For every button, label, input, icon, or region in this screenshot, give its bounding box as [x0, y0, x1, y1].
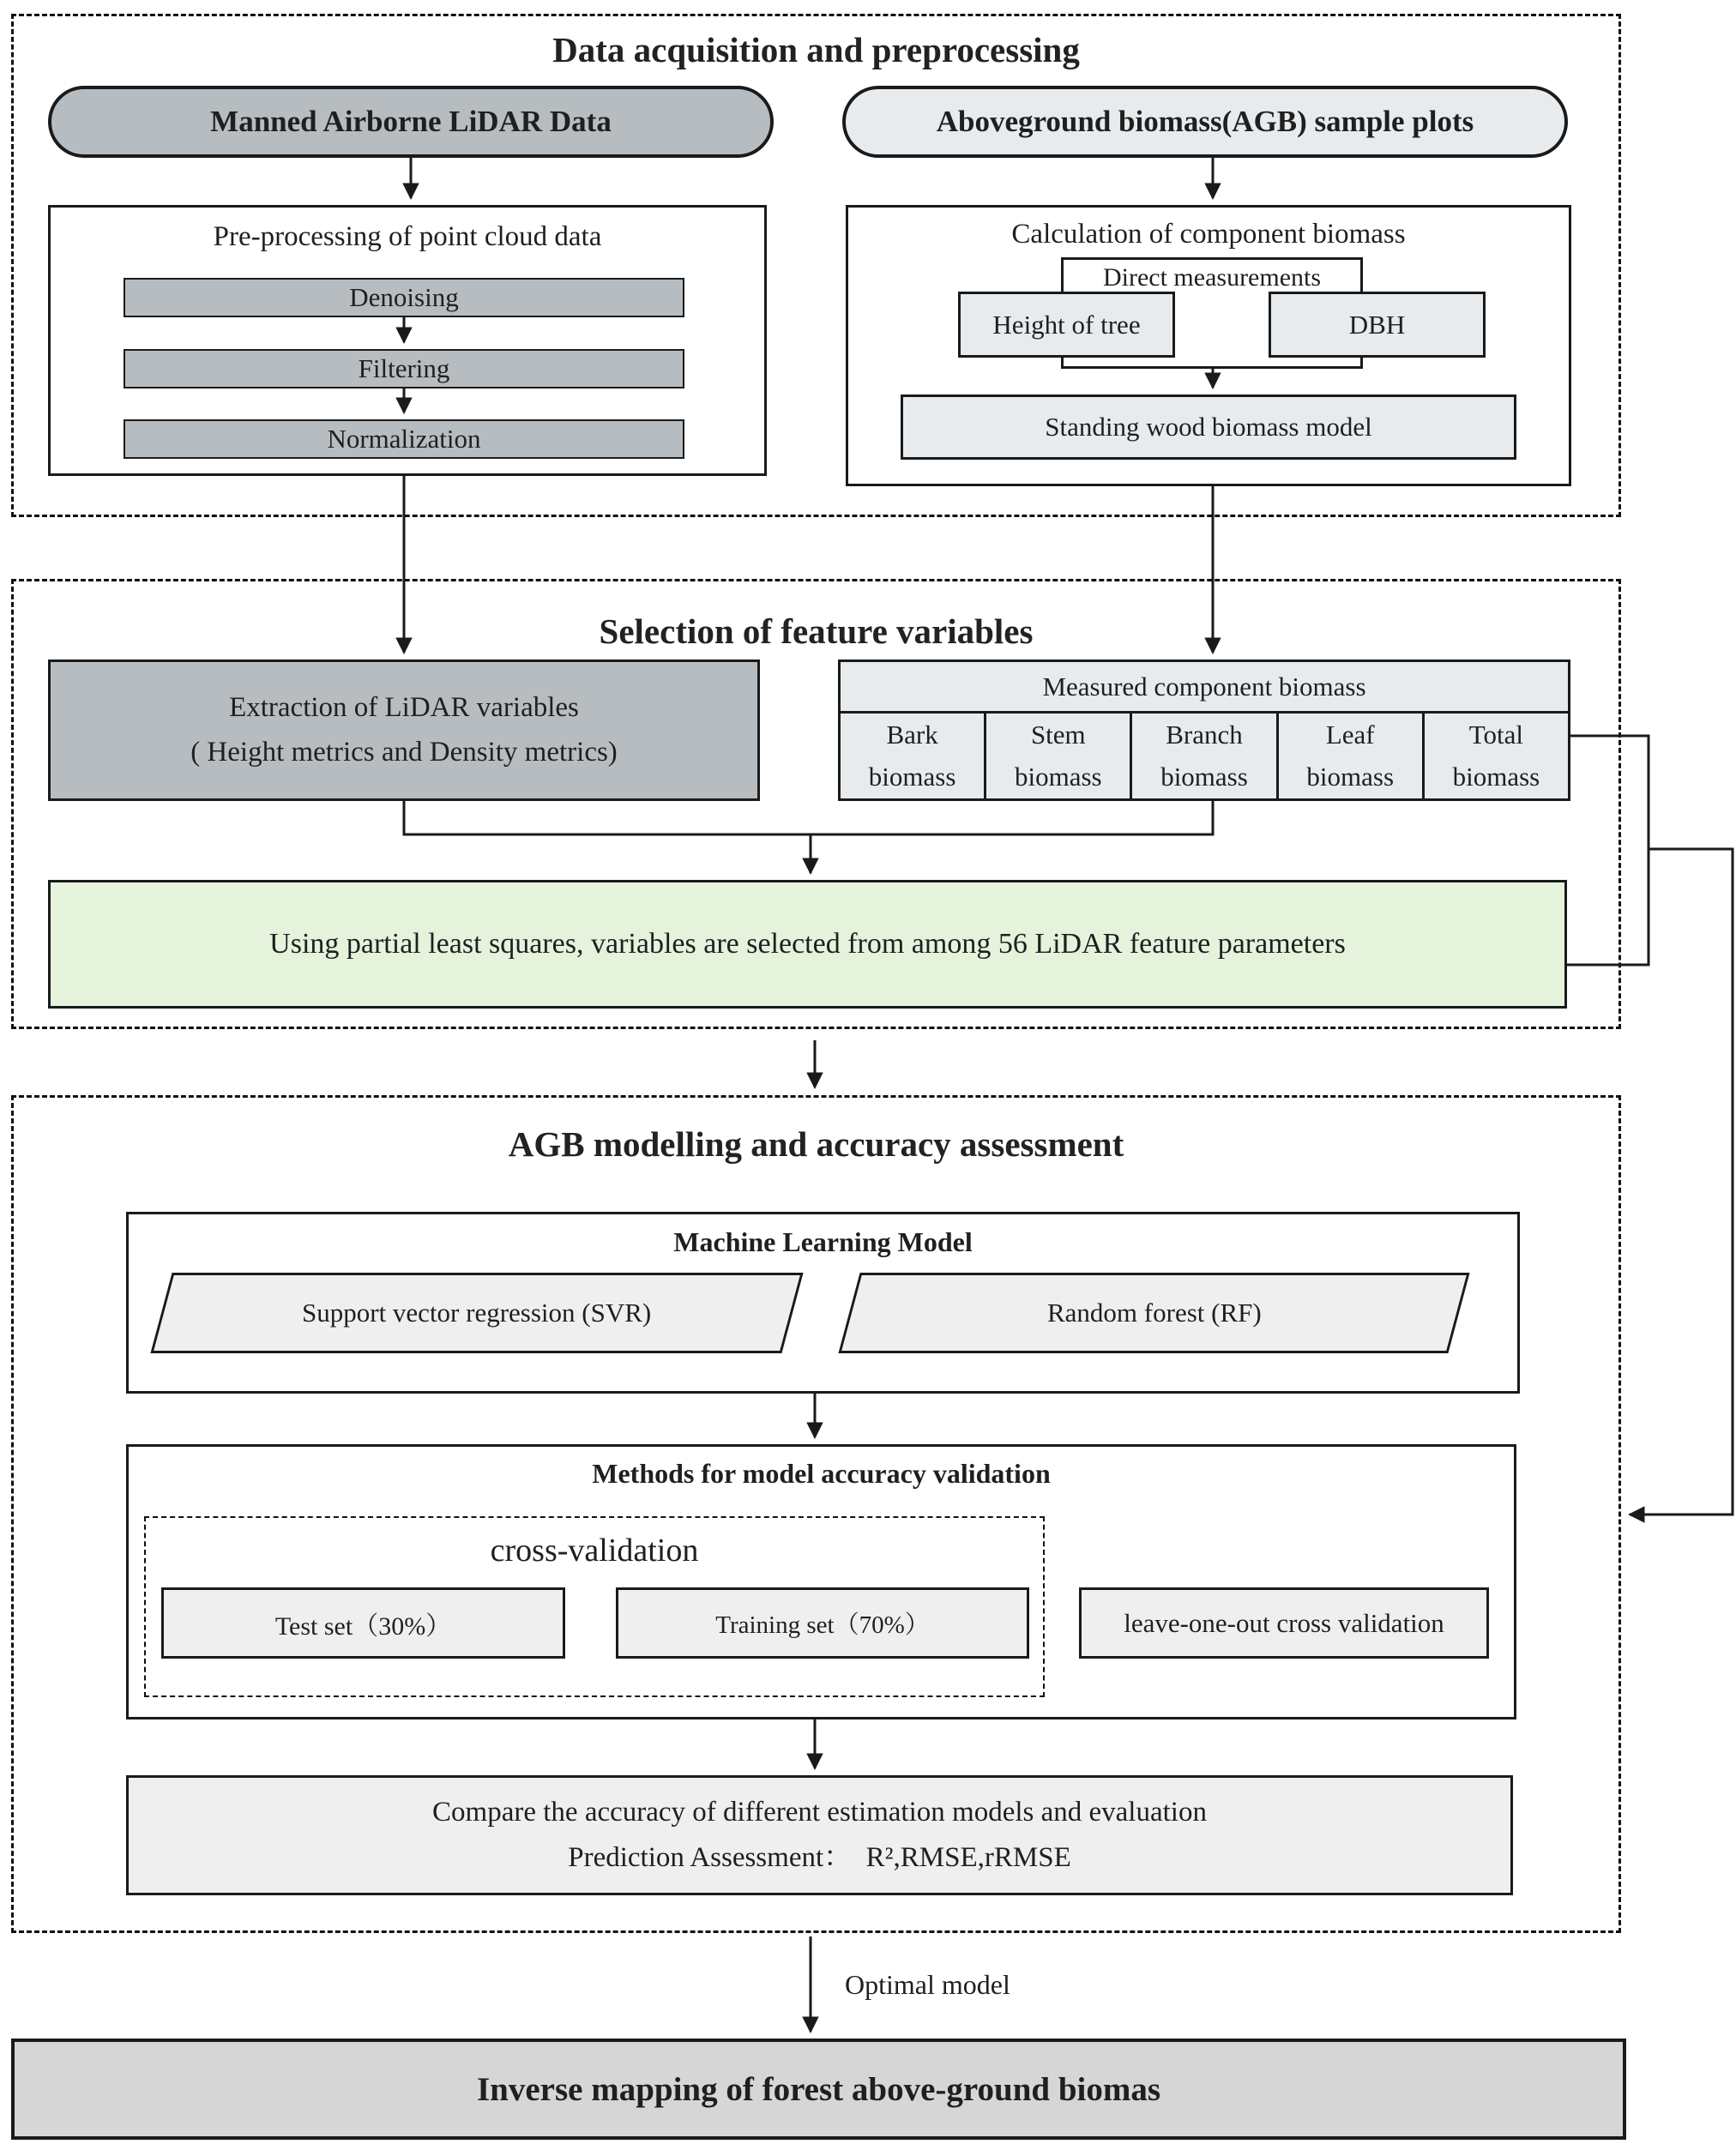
agb-sample-plots-node: [842, 86, 1568, 158]
cell-leaf-biomass-label: Leaf biomass: [1306, 720, 1395, 792]
calculation-title: Calculation of component biomass: [1011, 219, 1406, 250]
leave-one-out-node: [1079, 1587, 1489, 1659]
direct-measurements-label: Direct measurements: [1102, 263, 1322, 292]
validation-title: Methods for model accuracy validation: [592, 1458, 1051, 1489]
test-set-node: [161, 1587, 565, 1659]
agb-sample-plots-label: Aboveground biomass(AGB) sample plots: [936, 105, 1474, 138]
step-denoising-label: Denoising: [349, 282, 459, 312]
compare-line1: Compare the accuracy of different estimation models and evaluation: [432, 1797, 1207, 1828]
svr-node: [150, 1273, 803, 1353]
cell-stem-biomass-label: Stem biomass: [1014, 720, 1102, 792]
pls-selection-node: [48, 880, 1567, 1009]
dbh-label: DBH: [1348, 309, 1406, 340]
training-set-node: [616, 1587, 1029, 1659]
height-of-tree-node: [958, 292, 1175, 358]
rf-label: Random forest (RF): [1046, 1298, 1262, 1328]
compare-line2: Prediction Assessment： R²,RMSE,rRMSE: [568, 1842, 1071, 1873]
connector-right-to-validation: [1630, 849, 1733, 1515]
measured-biomass-row: [841, 714, 1568, 798]
cell-bark-biomass-label: Bark biomass: [868, 720, 956, 792]
section3-title: AGB modelling and accuracy assessment: [508, 1124, 1124, 1164]
cell-stem-biomass: [986, 714, 1132, 798]
machine-learning-title: Machine Learning Model: [673, 1226, 973, 1257]
leave-one-out-label: leave-one-out cross validation: [1124, 1607, 1444, 1638]
step-normalization-label: Normalization: [327, 424, 481, 454]
measured-biomass-header-label: Measured component biomass: [1042, 671, 1366, 702]
svr-label: Support vector regression (SVR): [302, 1298, 652, 1328]
section1-title: Data acquisition and preprocessing: [552, 30, 1080, 69]
pls-selection-label: Using partial least squares, variables are selected from among 56 LiDAR feature parameters: [269, 928, 1346, 960]
cell-branch-biomass-label: Branch biomass: [1160, 720, 1248, 792]
compare-accuracy-node: [126, 1775, 1513, 1895]
test-set-label: Test set（30%）: [274, 1611, 452, 1641]
measured-biomass-table: [838, 659, 1570, 801]
manned-airborne-lidar-label: Manned Airborne LiDAR Data: [210, 105, 612, 138]
standing-wood-model-node: [901, 394, 1516, 460]
extraction-line1: Extraction of LiDAR variables: [229, 692, 579, 724]
cell-bark-biomass: [841, 714, 986, 798]
cross-validation-label: cross-validation: [490, 1533, 699, 1569]
cell-total-biomass-label: Total biomass: [1452, 720, 1540, 792]
cell-leaf-biomass: [1279, 714, 1425, 798]
inverse-mapping-label: Inverse mapping of forest above-ground biomas: [476, 2070, 1161, 2108]
preprocessing-title: Pre-processing of point cloud data: [213, 221, 602, 252]
rf-node: [838, 1273, 1469, 1353]
manned-airborne-lidar-node: [48, 86, 774, 158]
step-denoising: [124, 278, 684, 317]
inverse-mapping-node: [11, 2039, 1626, 2140]
step-normalization: [124, 419, 684, 459]
cell-branch-biomass: [1132, 714, 1278, 798]
measured-biomass-header: [841, 662, 1568, 714]
height-of-tree-label: Height of tree: [992, 309, 1141, 340]
standing-wood-model-label: Standing wood biomass model: [1045, 412, 1372, 442]
training-set-label: Training set（70%）: [715, 1611, 930, 1639]
extraction-lidar-variables-node: [48, 659, 760, 801]
step-filtering: [124, 349, 684, 388]
cell-total-biomass: [1425, 714, 1568, 798]
step-filtering-label: Filtering: [358, 353, 450, 383]
section2-title: Selection of feature variables: [599, 611, 1034, 651]
extraction-line2: ( Height metrics and Density metrics): [190, 736, 618, 768]
dbh-node: [1269, 292, 1486, 358]
optimal-model-label: Optimal model: [845, 1969, 1010, 2000]
